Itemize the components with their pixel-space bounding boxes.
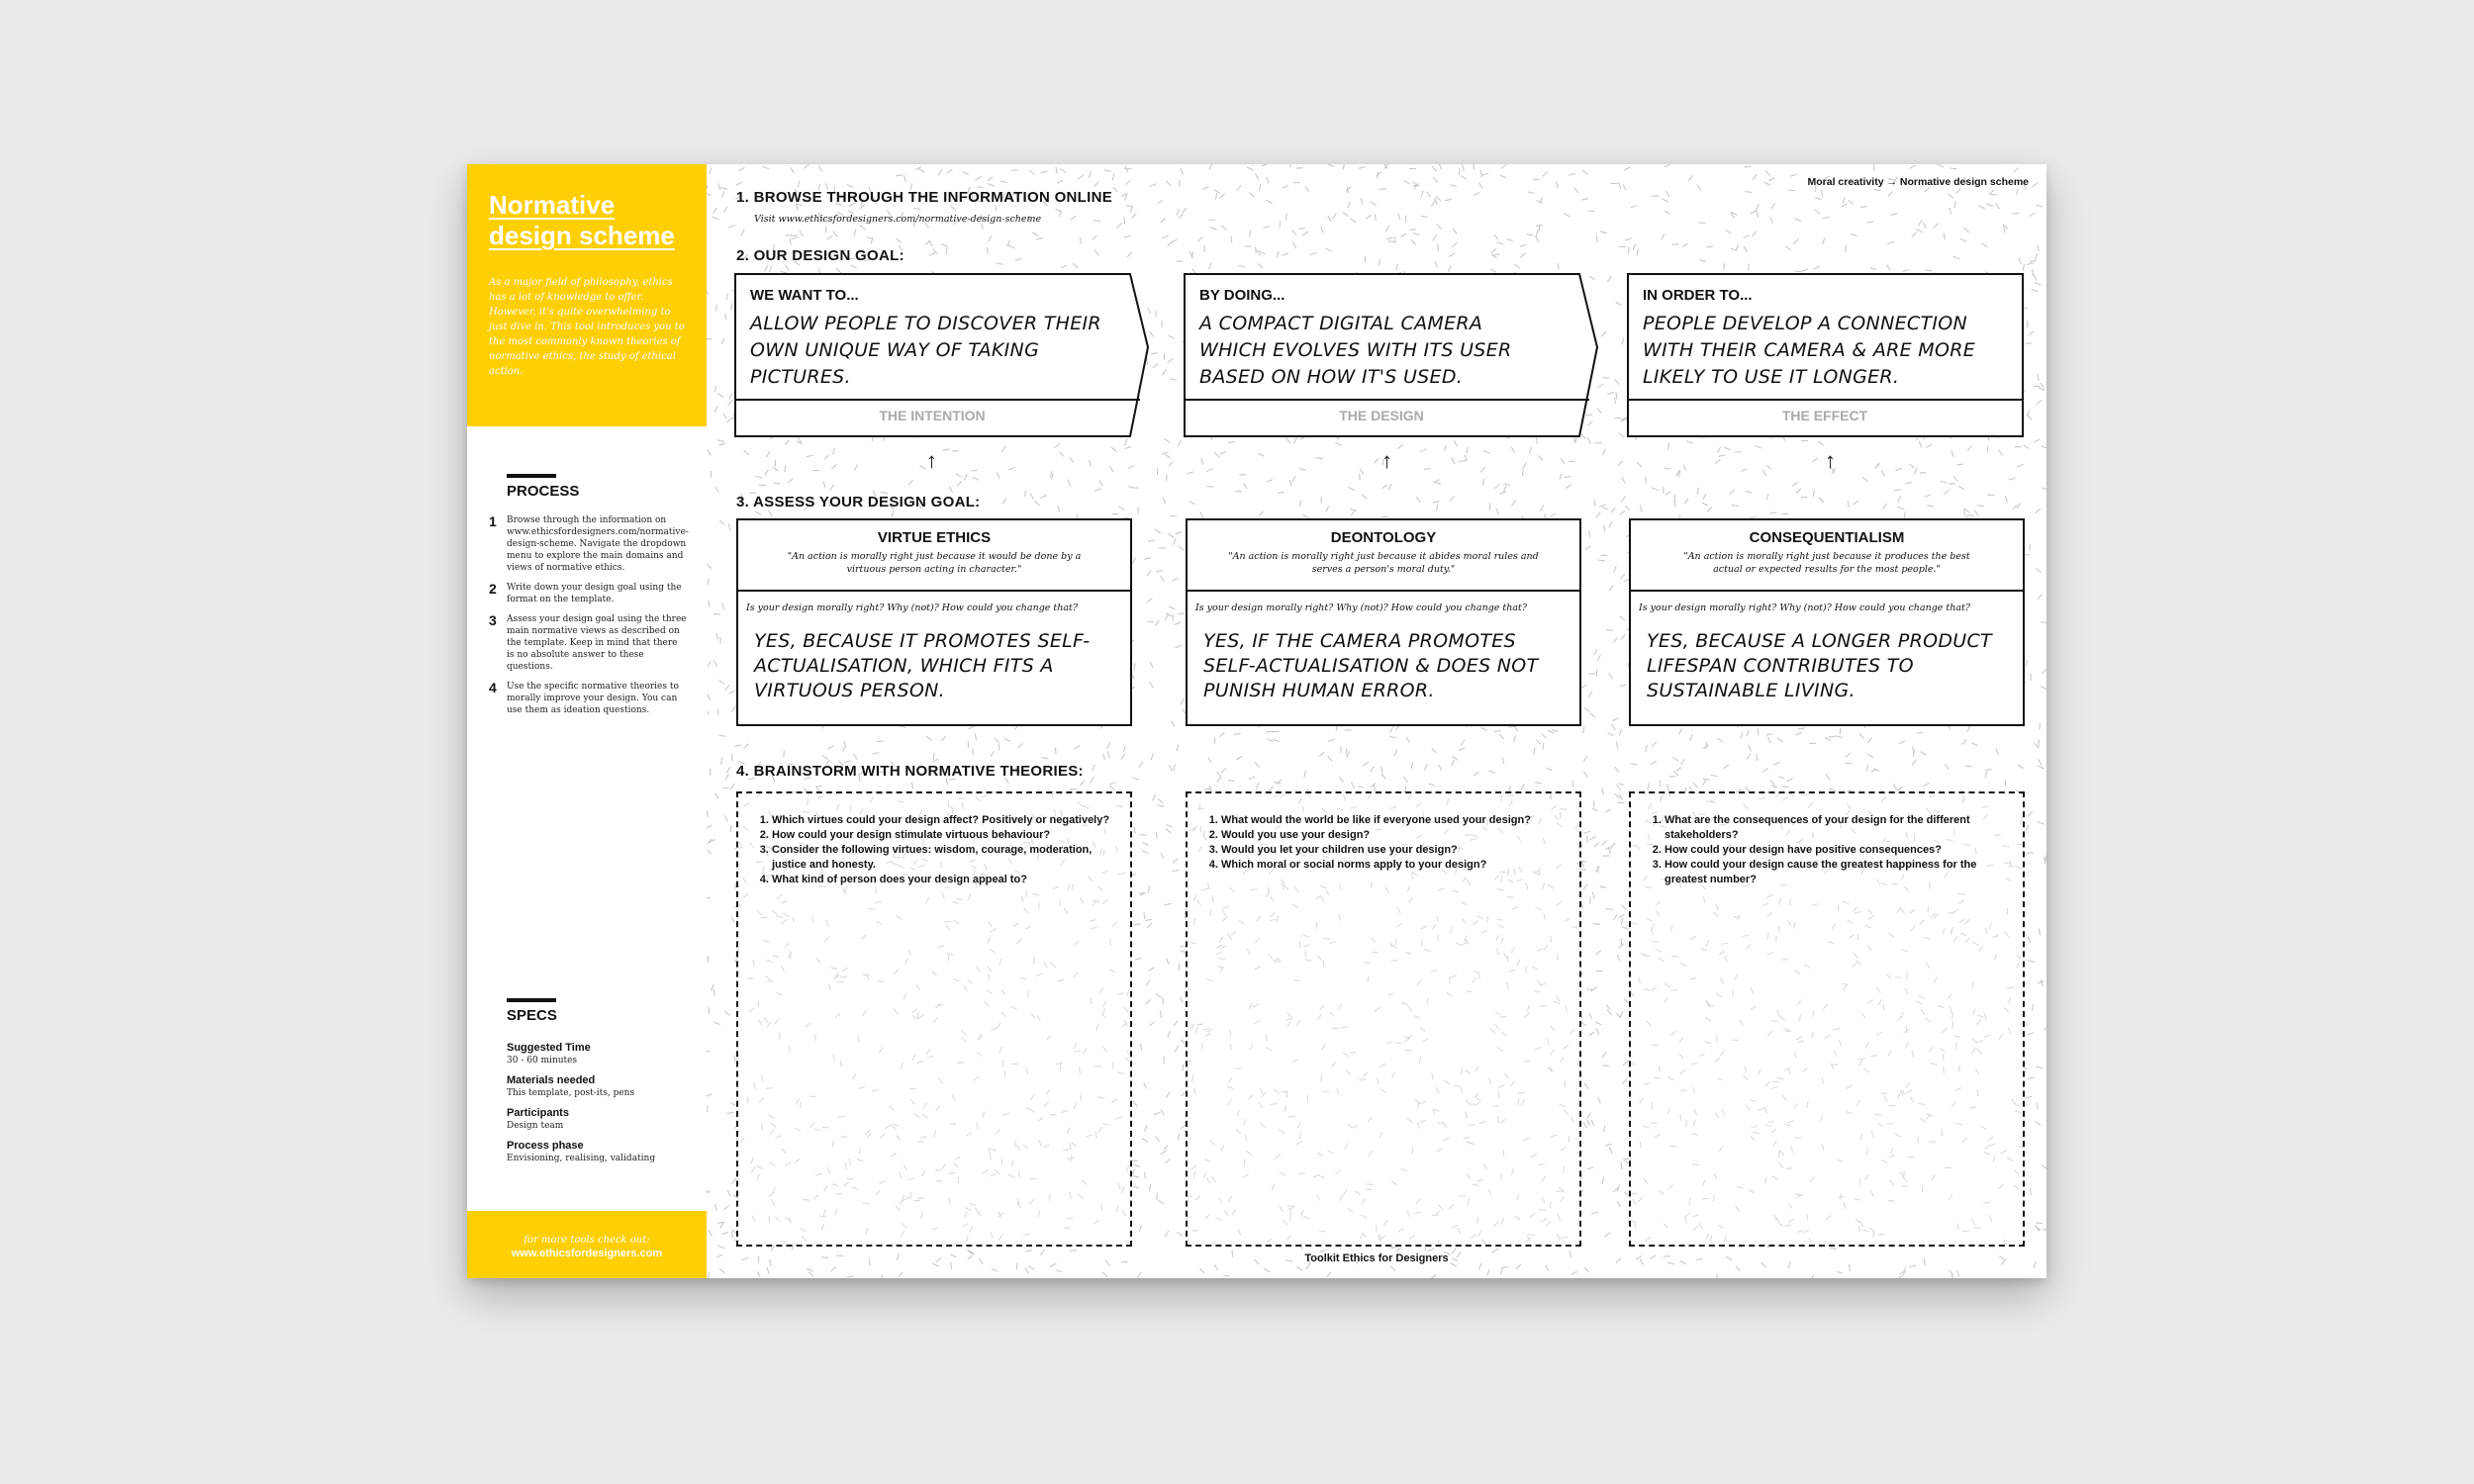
process-steps [489,514,687,724]
breadcrumb: Moral creativity → Normative design scheme [1807,176,2029,188]
consequentialism-box [1629,518,2025,726]
goal-text: ALLOW PEOPLE TO DISCOVER THEIR OWN UNIQUE WAY OF TAKING PICTURES. [750,313,1101,388]
list-item: 3. Consider the following virtues: wisdom, courage, moderation, justice and honesty. [772,843,1120,873]
deontology-box [1186,518,1581,726]
ethic-header [1631,520,2023,592]
specs-list [507,1035,695,1165]
ethic-title: DEONTOLOGY [1330,529,1437,546]
sidebar-intro: As a major field of philosophy, ethics has a lot of knowledge to offer. However, it's quite overwhelming to just dive in. This tool introduces you to the most commonly known theories of normative ethics, the study of ethical action. [489,277,685,377]
goal-footer: THE DESIGN [1339,408,1424,423]
question-list [1631,813,2013,887]
spec-label: Materials needed [507,1074,596,1086]
section-2-heading: 2. OUR DESIGN GOAL: [736,247,904,264]
spec-label: Suggested Time [507,1042,591,1054]
specs-heading: SPECS [507,1007,557,1024]
sidebar [467,164,707,1278]
spec-value: 30 - 60 minutes [507,1056,578,1066]
ethic-question: Is your design morally right? Why (not)? How could you change that? [1195,603,1527,613]
ethic-quote: "An action is morally right just because it abides moral rules and serves a person's moral duty." [1228,551,1539,575]
visit-link[interactable]: Visit www.ethicsfordesigners.com/normative-design-scheme [754,214,1042,225]
step-number: 4 [489,680,497,696]
question-list [1188,813,1570,873]
main-area [707,164,2046,1278]
goal-head: IN ORDER TO... [1643,287,1753,304]
website-link[interactable]: www.ethicsfordesigners.com [511,1248,663,1259]
step-text: Assess your design goal using the three main normative views as described on the template. Keep in mind that there is no absolute answer to these questions. [507,614,687,672]
brainstorm-deontology-box[interactable] [1186,791,1581,1247]
footer-prompt: for more tools check out: [523,1235,650,1246]
goal-intention [734,273,1150,441]
section-4-heading: 4. BRAINSTORM WITH NORMATIVE THEORIES: [736,763,1084,780]
goal-head: WE WANT TO... [750,287,859,304]
spec-value: This template, post-its, pens [507,1088,635,1098]
ethic-title: VIRTUE ETHICS [877,529,992,546]
ethic-answer: YES, BECAUSE A LONGER PRODUCT LIFESPAN CONTRIBUTES TO SUSTAINABLE LIVING. [1647,630,1992,701]
template-sheet [467,164,2046,1278]
sidebar-header [467,164,707,426]
ethic-header [738,520,1130,592]
sidebar-footer [467,1211,707,1278]
list-item: 1. What are the consequences of your design for the different stakeholders? [1665,813,2013,843]
list-item: 2. How could your design stimulate virtuous behaviour? [772,828,1120,843]
up-arrow-icon: ↑ [1825,448,1836,473]
section-3-heading: 3. ASSESS YOUR DESIGN GOAL: [736,494,981,510]
up-arrow-icon: ↑ [1381,448,1392,473]
ethic-quote: "An action is morally right just because it would be done by a virtuous person acting in character." [787,551,1082,575]
sidebar-title: Normative design scheme [489,190,675,250]
ethic-answer: YES, BECAUSE IT PROMOTES SELF-ACTUALISATION, WHICH FITS A VIRTUOUS PERSON. [754,630,1091,701]
process-step [489,613,687,673]
question-list [738,813,1120,887]
goal-text: PEOPLE DEVELOP A CONNECTION WITH THEIR CAMERA & ARE MORE LIKELY TO USE IT LONGER. [1643,313,1976,388]
list-item: 1. Which virtues could your design affect? Positively or negatively? [772,813,1120,828]
up-arrow-icon: ↑ [926,448,937,473]
ethic-answer: YES, IF THE CAMERA PROMOTES SELF-ACTUALISATION & DOES NOT PUNISH HUMAN ERROR. [1203,630,1539,701]
step-number: 3 [489,612,497,628]
goal-effect [1627,273,2043,441]
brainstorm-consequentialism-box[interactable] [1629,791,2025,1247]
section-1-heading: 1. BROWSE THROUGH THE INFORMATION ONLINE [736,189,1113,206]
goal-footer: THE EFFECT [1781,408,1868,423]
list-item: 4. What kind of person does your design appeal to? [772,873,1120,887]
list-item: 2. Would you use your design? [1221,828,1570,843]
step-text: Browse through the information on www.ethicsfordesigners.com/normative-design-scheme. Navigate the dropdown menu to explore the main domains and views of normative ethics. [507,515,689,573]
goal-head: BY DOING... [1199,287,1285,304]
list-item: 2. How could your design have positive consequences? [1665,843,2013,858]
process-rule [507,474,556,478]
step-number: 1 [489,513,497,529]
page-footer: Toolkit Ethics for Designers [1304,1252,1449,1264]
process-step [489,681,687,716]
spec-value: Envisioning, realising, validating [507,1154,656,1163]
ethic-title: CONSEQUENTIALISM [1749,529,1905,546]
step-text: Write down your design goal using the format on the template. [507,583,682,604]
list-item: 4. Which moral or social norms apply to your design? [1221,858,1570,873]
ethic-quote: "An action is morally right just because it produces the best actual or expected results for the most people." [1683,551,1970,575]
ethic-header [1188,520,1579,592]
step-text: Use the specific normative theories to morally improve your design. You can use them as ideation questions. [507,682,679,715]
ethic-question: Is your design morally right? Why (not)? How could you change that? [746,603,1078,613]
brainstorm-virtue-box[interactable] [736,791,1132,1247]
ethic-question: Is your design morally right? Why (not)? How could you change that? [1639,603,1970,613]
spec-value: Design team [507,1121,564,1131]
goal-text: A COMPACT DIGITAL CAMERA WHICH EVOLVES WITH ITS USER BASED ON HOW IT'S USED. [1199,313,1512,388]
goal-design [1184,273,1599,441]
process-step [489,514,687,574]
list-item: 3. How could your design cause the greatest happiness for the greatest number? [1665,858,2013,887]
process-heading: PROCESS [507,483,580,500]
specs-rule [507,998,556,1002]
list-item: 1. What would the world be like if everyone used your design? [1221,813,1570,828]
virtue-ethics-box [736,518,1132,726]
spec-label: Process phase [507,1140,584,1152]
goal-footer: THE INTENTION [879,408,986,423]
spec-label: Participants [507,1107,569,1119]
step-number: 2 [489,581,497,597]
process-step [489,582,687,605]
list-item: 3. Would you let your children use your design? [1221,843,1570,858]
